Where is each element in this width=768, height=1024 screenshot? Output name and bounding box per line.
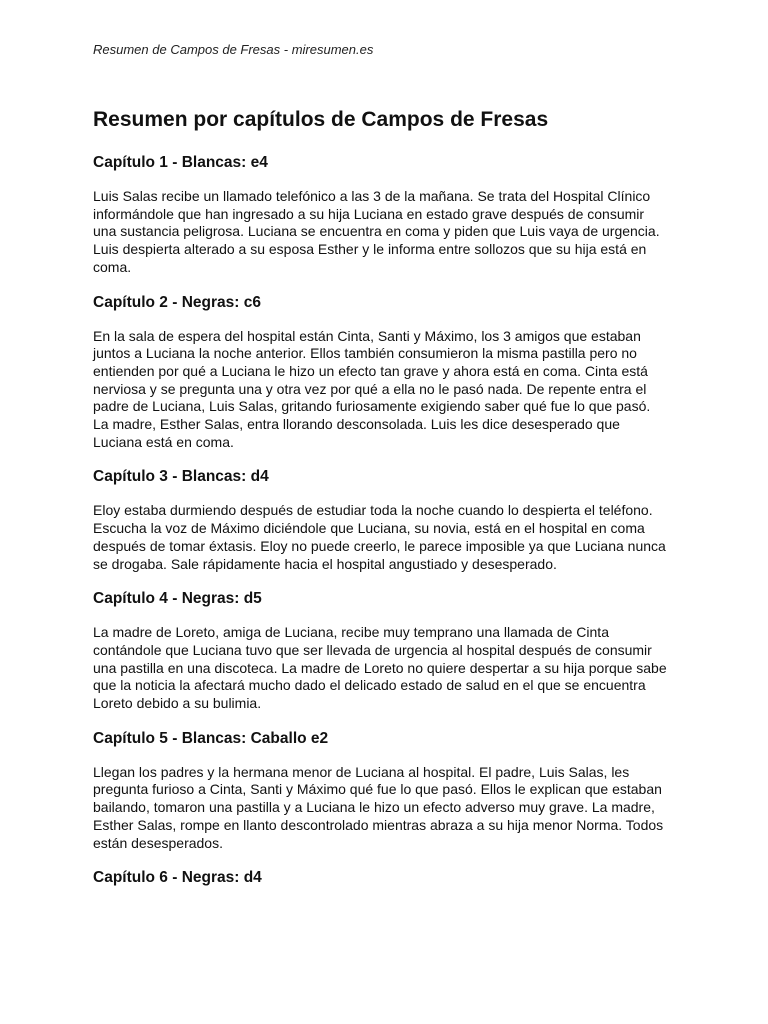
text-line: juntos a Luciana la noche anterior. Ellos también consumieron la misma pastilla pero no (93, 345, 637, 362)
chapter-4 (93, 589, 683, 713)
text-line: Escucha la voz de Máximo diciéndole que Luciana, su novia, está en el hospital en coma (93, 520, 645, 537)
chapter-paragraph (93, 764, 683, 853)
chapter-list (93, 153, 683, 888)
chapter-heading: Capítulo 1 - Blancas: e4 (93, 154, 268, 171)
chapter-2 (93, 293, 683, 452)
chapter-3 (93, 467, 683, 573)
text-line: una sustancia peligrosa. Luciana se encuentra en coma y piden que Luis vaya de urgencia. (93, 223, 660, 240)
chapter-paragraph (93, 502, 683, 573)
text-line: coma. (93, 258, 132, 275)
text-line: En la sala de espera del hospital están Cinta, Santi y Máximo, los 3 amigos que estaban (93, 327, 641, 344)
chapter-heading: Capítulo 3 - Blancas: d4 (93, 468, 269, 486)
text-line: Eloy estaba durmiendo después de estudiar toda la noche cuando lo despierta el teléfono. (93, 502, 653, 519)
chapter-heading: Capítulo 4 - Negras: d5 (93, 590, 262, 608)
text-line: Loreto debido a su bulimia. (93, 695, 262, 712)
text-line: contándole que Luciana tuvo que ser llevada de urgencia al hospital después de consumir (93, 641, 652, 658)
text-line: padre de Luciana, Luis Salas, gritando furiosamente exigiendo saber qué fue lo que pasó. (93, 398, 651, 415)
text-line: están desesperados. (93, 834, 223, 851)
text-line: pregunta furioso a Cinta, Santi y Máximo qué fue lo que pasó. Ellos le explican que estaban (93, 781, 662, 798)
chapter-paragraph (93, 328, 683, 452)
document-title: Resumen por capítulos de Campos de Fresas (93, 108, 549, 131)
chapter-1 (93, 153, 683, 277)
text-line: La madre de Loreto, amiga de Luciana, recibe muy temprano una llamada de Cinta (93, 624, 609, 641)
chapter-heading: Capítulo 5 - Blancas: Caballo e2 (93, 729, 329, 747)
text-line: Luciana está en coma. (93, 433, 234, 450)
text-line: que la noticia la afectará mucho dado el delicado estado de salud en el que se encuentra (93, 677, 646, 694)
chapter-6 (93, 868, 683, 888)
chapter-heading: Capítulo 2 - Negras: c6 (93, 293, 261, 311)
text-line: Esther Salas, rompe en llanto descontrolado mientras abraza a su hija menor Norma. Todos (93, 816, 664, 833)
text-line: una pastilla en una discoteca. La madre de Loreto no quiere despertar a su hija porque sabe (93, 659, 667, 676)
text-line: entienden por qué a Luciana le hizo un efecto tan grave y ahora está en coma. Cinta está (93, 362, 648, 379)
chapter-5 (93, 729, 683, 853)
text-line: Luis Salas recibe un llamado telefónico a las 3 de la mañana. Se trata del Hospital Clínico (93, 188, 651, 204)
text-line: informándole que han ingresado a su hija Luciana en estado grave después de consumir (93, 205, 645, 222)
text-line: bailando, tomaron una pastilla y a Luciana le hizo un efecto adverso muy grave. La madre, (93, 799, 655, 816)
running-header: Resumen de Campos de Fresas - miresumen.es (93, 42, 374, 57)
text-line: Llegan los padres y la hermana menor de Luciana al hospital. El padre, Luis Salas, les (93, 763, 630, 780)
chapter-paragraph (93, 624, 683, 713)
text-line: La madre, Esther Salas, entra llorando desconsolada. Luis les dice desesperado que (93, 416, 620, 433)
text-line: se drogaba. Sale rápidamente hacia el hospital angustiado y desesperado. (93, 555, 557, 572)
chapter-paragraph (93, 188, 683, 277)
text-line: Luis despierta alterado a su esposa Esther y le informa entre sollozos que su hija está en (93, 241, 647, 258)
text-line: nerviosa y se pregunta una y otra vez por qué a ella no le pasó nada. De repente entra el (93, 380, 647, 397)
chapter-heading: Capítulo 6 - Negras: d4 (93, 869, 262, 887)
text-line: después de tomar éxtasis. Eloy no puede creerlo, le parece imposible ya que Luciana nunca (93, 537, 666, 554)
